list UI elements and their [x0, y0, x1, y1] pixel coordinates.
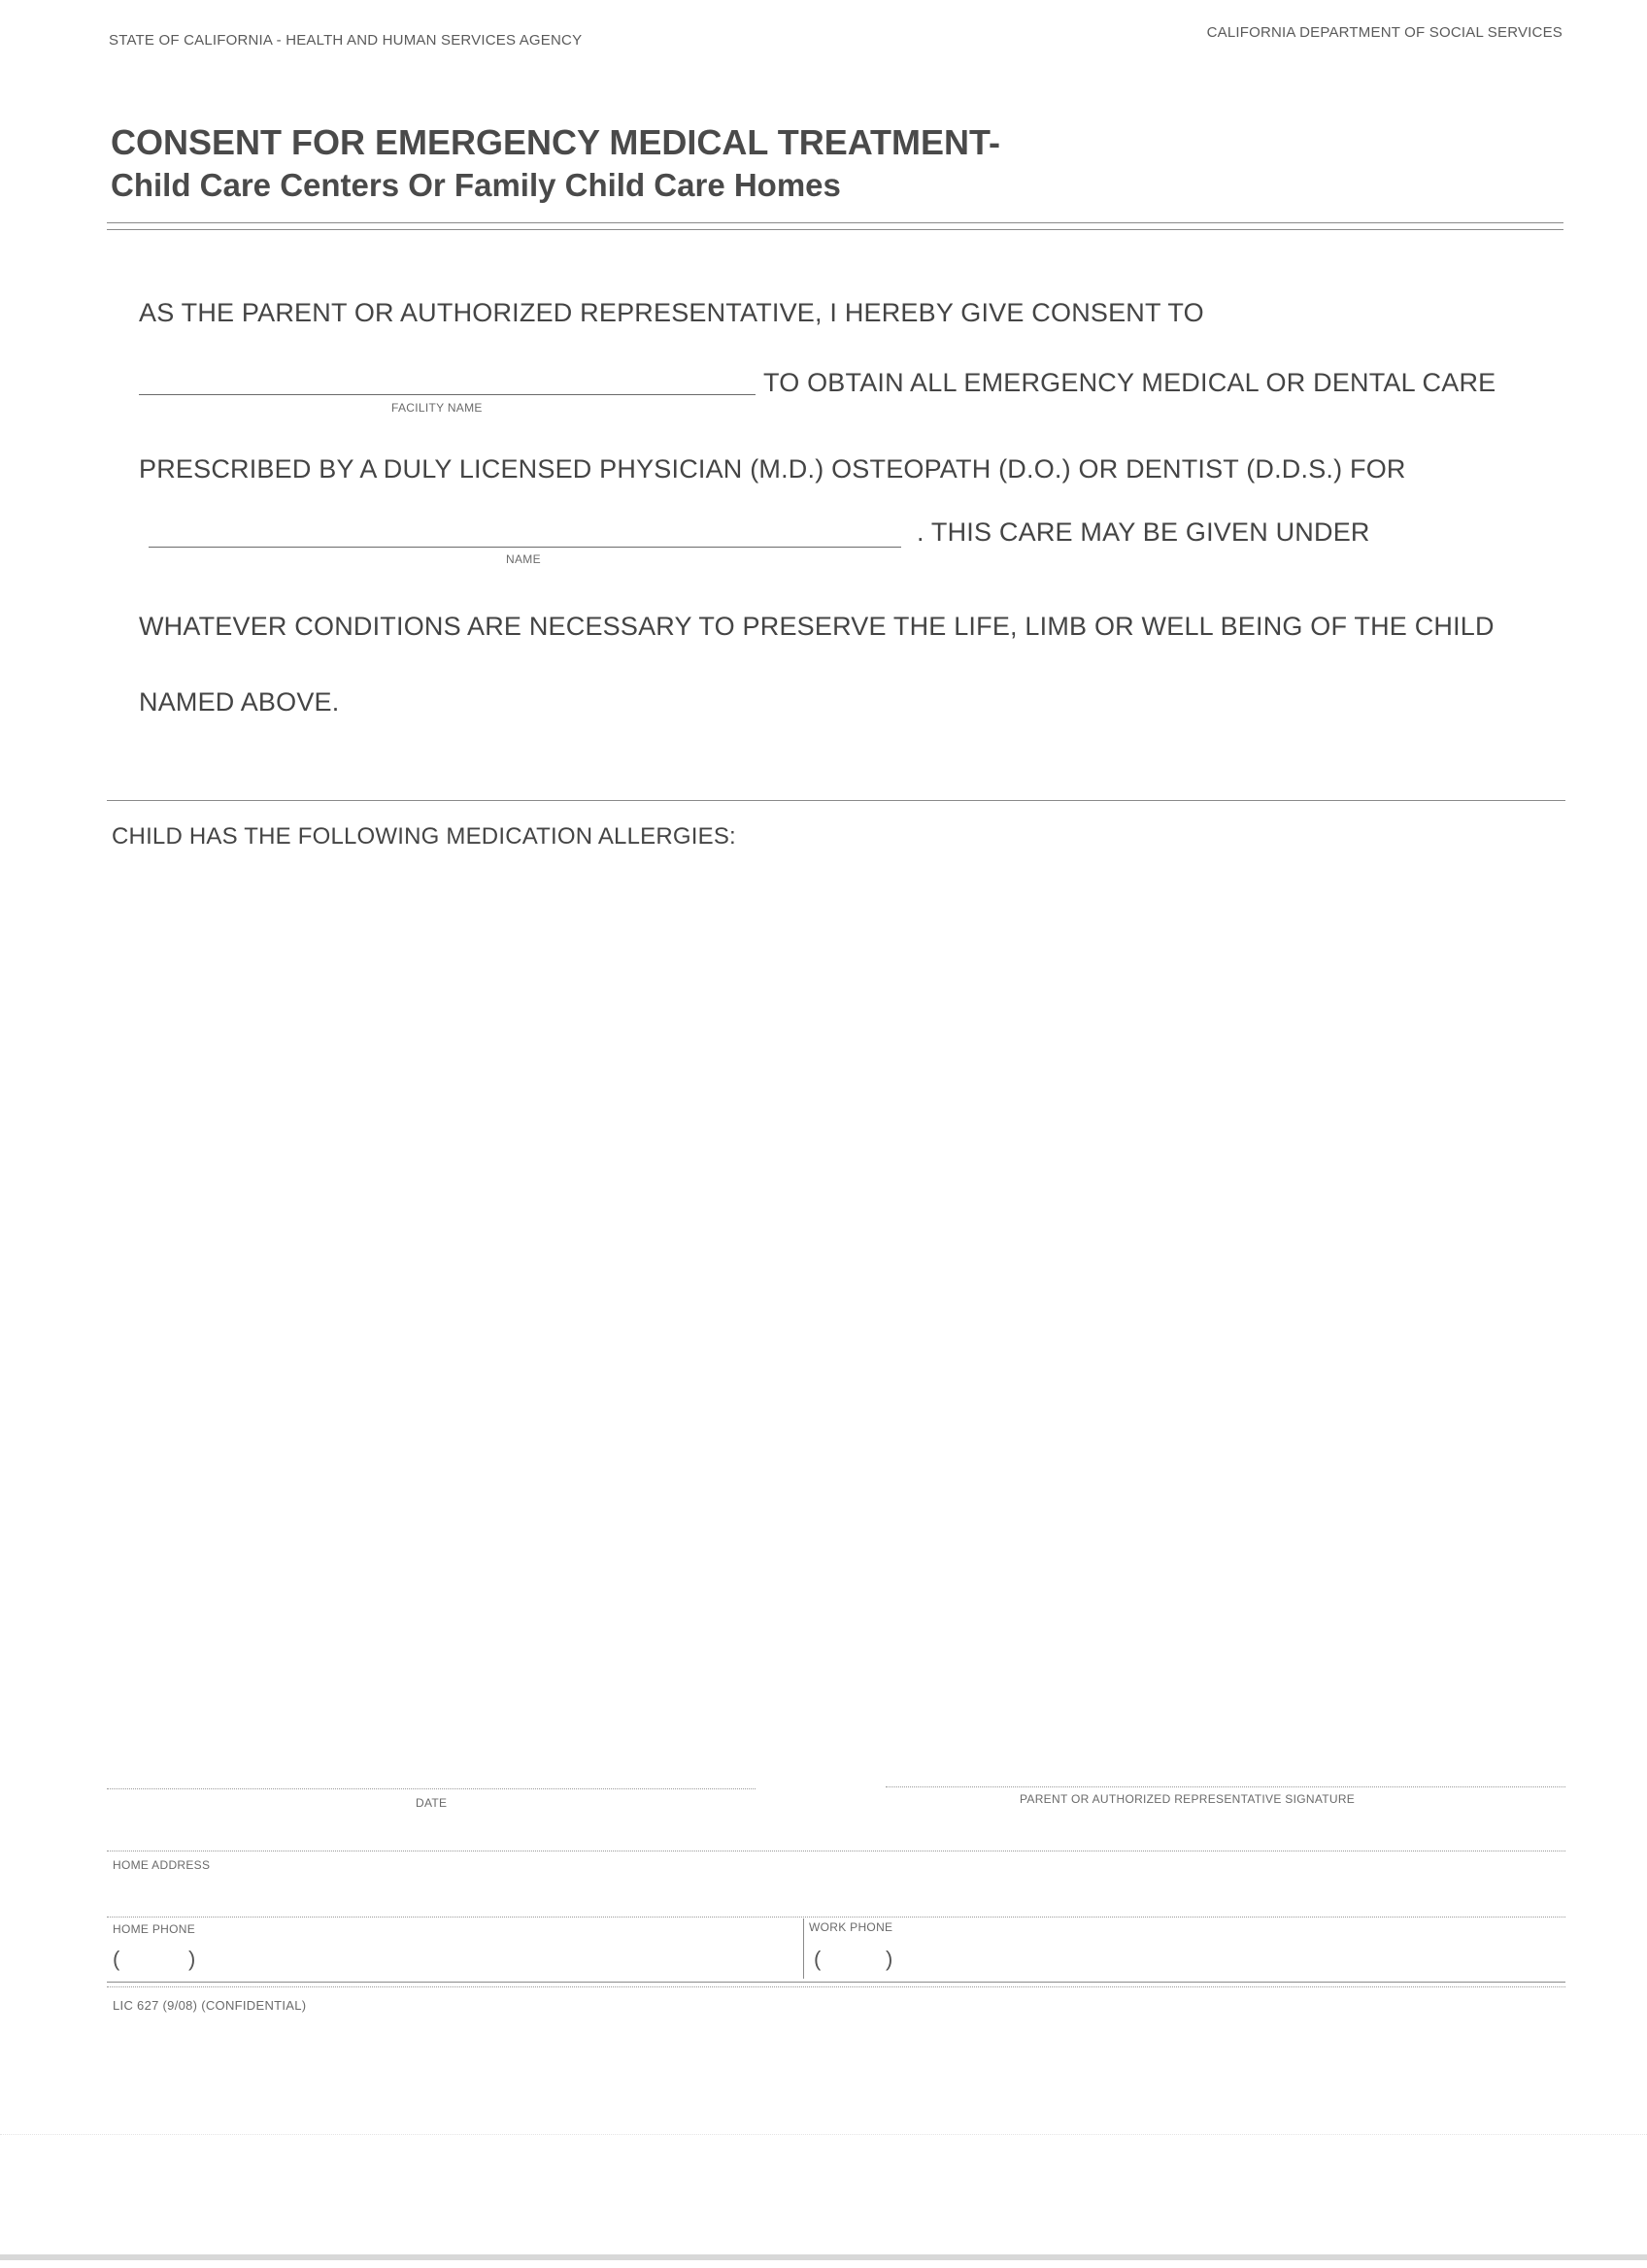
signature-line	[886, 1786, 1565, 1787]
facility-name-field[interactable]	[139, 394, 756, 395]
facility-name-label: FACILITY NAME	[391, 401, 483, 415]
form-subtitle: Child Care Centers Or Family Child Care Homes	[111, 167, 841, 203]
home-phone-close-paren: )	[188, 1947, 196, 1971]
phone-column-divider	[803, 1918, 804, 1979]
department-header: CALIFORNIA DEPARTMENT OF SOCIAL SERVICES	[1206, 24, 1563, 41]
form-id: LIC 627 (9/08) (CONFIDENTIAL)	[113, 1998, 307, 2013]
date-field[interactable]	[107, 1748, 756, 1786]
consent-line-3: PRESCRIBED BY A DULY LICENSED PHYSICIAN (M.D.) OSTEOPATH (D.O.) OR DENTIST (D.D.S.) FOR	[139, 454, 1406, 484]
signature-label: PARENT OR AUTHORIZED REPRESENTATIVE SIGNATURE	[1020, 1792, 1356, 1806]
scan-edge-line	[0, 2134, 1647, 2135]
form-title: CONSENT FOR EMERGENCY MEDICAL TREATMENT-	[111, 122, 1001, 162]
date-line	[107, 1788, 756, 1789]
agency-header: STATE OF CALIFORNIA - HEALTH AND HUMAN SERVICES AGENCY	[109, 32, 583, 49]
child-name-field[interactable]	[149, 547, 901, 548]
home-phone-open-paren: (	[113, 1947, 120, 1971]
home-address-field[interactable]	[107, 1876, 1565, 1915]
phone-top-line	[107, 1917, 1565, 1918]
section-divider	[107, 800, 1565, 801]
consent-line-2: TO OBTAIN ALL EMERGENCY MEDICAL OR DENTAL CARE	[763, 368, 1496, 397]
title-divider	[107, 222, 1563, 223]
consent-line-4: . THIS CARE MAY BE GIVEN UNDER	[917, 517, 1370, 547]
consent-line-6: NAMED ABOVE.	[139, 687, 340, 717]
work-phone-label: WORK PHONE	[809, 1920, 893, 1934]
work-phone-open-paren: (	[814, 1947, 822, 1971]
home-address-label: HOME ADDRESS	[113, 1858, 211, 1872]
scan-bottom-edge	[0, 2254, 1647, 2260]
allergies-input[interactable]	[112, 874, 1563, 1748]
title-divider-2	[107, 229, 1563, 230]
signature-field[interactable]	[886, 1746, 1565, 1784]
consent-line-1: AS THE PARENT OR AUTHORIZED REPRESENTATIVE, I HEREBY GIVE CONSENT TO	[139, 298, 1204, 327]
home-phone-label: HOME PHONE	[113, 1922, 196, 1936]
work-phone-field[interactable]	[806, 1940, 1563, 1979]
child-name-label: NAME	[506, 552, 541, 566]
date-label: DATE	[416, 1796, 448, 1810]
phone-bottom-line-2	[107, 1986, 1565, 1987]
allergies-label: CHILD HAS THE FOLLOWING MEDICATION ALLERGIES:	[112, 823, 736, 850]
consent-line-5: WHATEVER CONDITIONS ARE NECESSARY TO PRESERVE THE LIFE, LIMB OR WELL BEING OF THE CHILD	[139, 612, 1495, 641]
phone-bottom-line	[107, 1982, 1565, 1983]
work-phone-close-paren: )	[886, 1947, 893, 1971]
home-phone-field[interactable]	[107, 1940, 801, 1979]
